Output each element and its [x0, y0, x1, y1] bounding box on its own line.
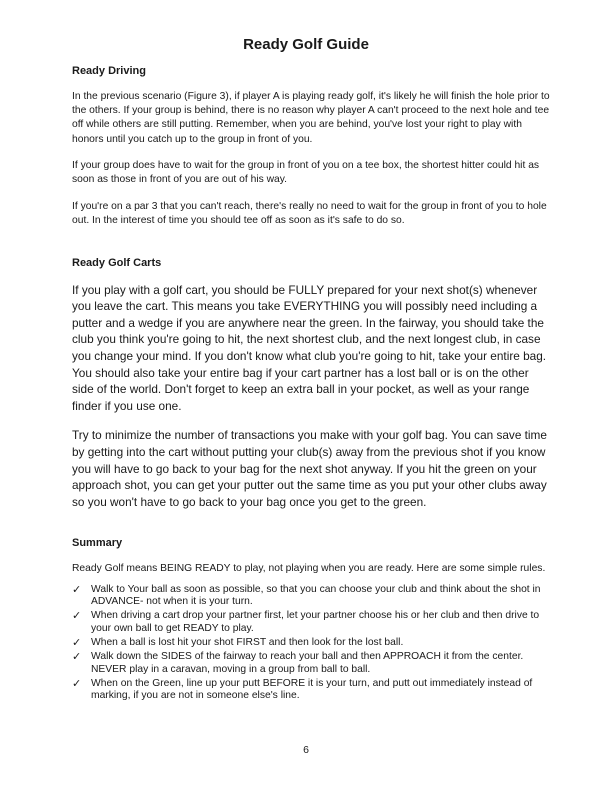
- driving-paragraph: In the previous scenario (Figure 3), if player A is playing ready golf, it's likely he will finish the hole prior to the others. If your group is behind, there is no reason why player A can't proceed to the next hole and tee off while others are still putting. Remember, when you are behind, you've lost your right to play with honors until you catch up to the group in front of you.: [72, 91, 550, 145]
- document-body: [72, 64, 552, 704]
- carts-paragraph: If you play with a golf cart, you should be FULLY prepared for your next shot(s) whenever you leave the cart. This means you take EVERYTHING you will possibly need including a putter and a wedge if you are anywhere near the green. In the fairway, you should take the club you think you're going to hit, the next shortest club, and the next longest club, in case you change your mind. If you don't know what club you're going to hit, take your entire bag. You should also take your entire bag if your cart partner has a lost ball or is on the other side of the world. Don't forget to keep an extra ball in your pocket, as well as your range finder if you use one.: [72, 282, 547, 413]
- rule-text: When a ball is lost hit your shot FIRST and then look for the lost ball.: [91, 636, 404, 648]
- summary-intro: Ready Golf means BEING READY to play, not playing when you are ready. Here are some simple rules.: [72, 563, 546, 575]
- checkmark-icon: ✓: [72, 583, 82, 596]
- rule-text: Walk to Your ball as soon as possible, so that you can choose your club and think about the shot in ADVANCE- not when it is your turn.: [91, 583, 541, 608]
- section-heading-summary: Summary: [72, 537, 123, 550]
- list-item: [72, 678, 552, 703]
- section-heading-ready-driving: Ready Driving: [72, 65, 146, 77]
- rule-text: Walk down the SIDES of the fairway to reach your ball and then APPROACH it from the center. NEVER play in a caravan, moving in a group from ball to ball.: [91, 651, 524, 675]
- list-item: [72, 637, 552, 650]
- page-title: Ready Golf Guide: [243, 36, 369, 53]
- list-item: [72, 610, 552, 635]
- rule-text: When driving a cart drop your partner first, let your partner choose his or her club and then drive to your own ball to get READY to play.: [91, 610, 540, 634]
- page-number: 6: [303, 744, 309, 756]
- list-item: [72, 584, 552, 609]
- driving-paragraph: If you're on a par 3 that you can't reach, there's really no need to wait for the group in front of you to hole out. In the interest of time you should tee off as soon as it's safe to do so.: [72, 201, 547, 227]
- checkmark-icon: ✓: [72, 651, 82, 664]
- carts-paragraph: Try to minimize the number of transactions you make with your golf bag. You can save time by getting into the cart without putting your club(s) away from the previous shot if you know you will have to go back to your bag for the next shot anyway. If you hit the green on your approach shot, you can get your putter out the same time as you put your other clubs away so you won't have to go back to your bag once you get to the green.: [72, 428, 547, 509]
- driving-paragraph: If your group does have to wait for the group in front of you on a tee box, the shortest hitter could hit as soon as those in front of you are out of his way.: [72, 159, 540, 186]
- rule-text: When on the Green, line up your putt BEFORE it is your turn, and putt out immediately instead of marking, if you are not in someone else's line.: [91, 677, 533, 702]
- list-item: [72, 651, 552, 676]
- checkmark-icon: ✓: [72, 677, 82, 690]
- checkmark-icon: ✓: [72, 610, 82, 623]
- rules-checklist: [72, 584, 552, 703]
- checkmark-icon: ✓: [72, 636, 82, 649]
- section-heading-ready-golf-carts: Ready Golf Carts: [72, 256, 162, 269]
